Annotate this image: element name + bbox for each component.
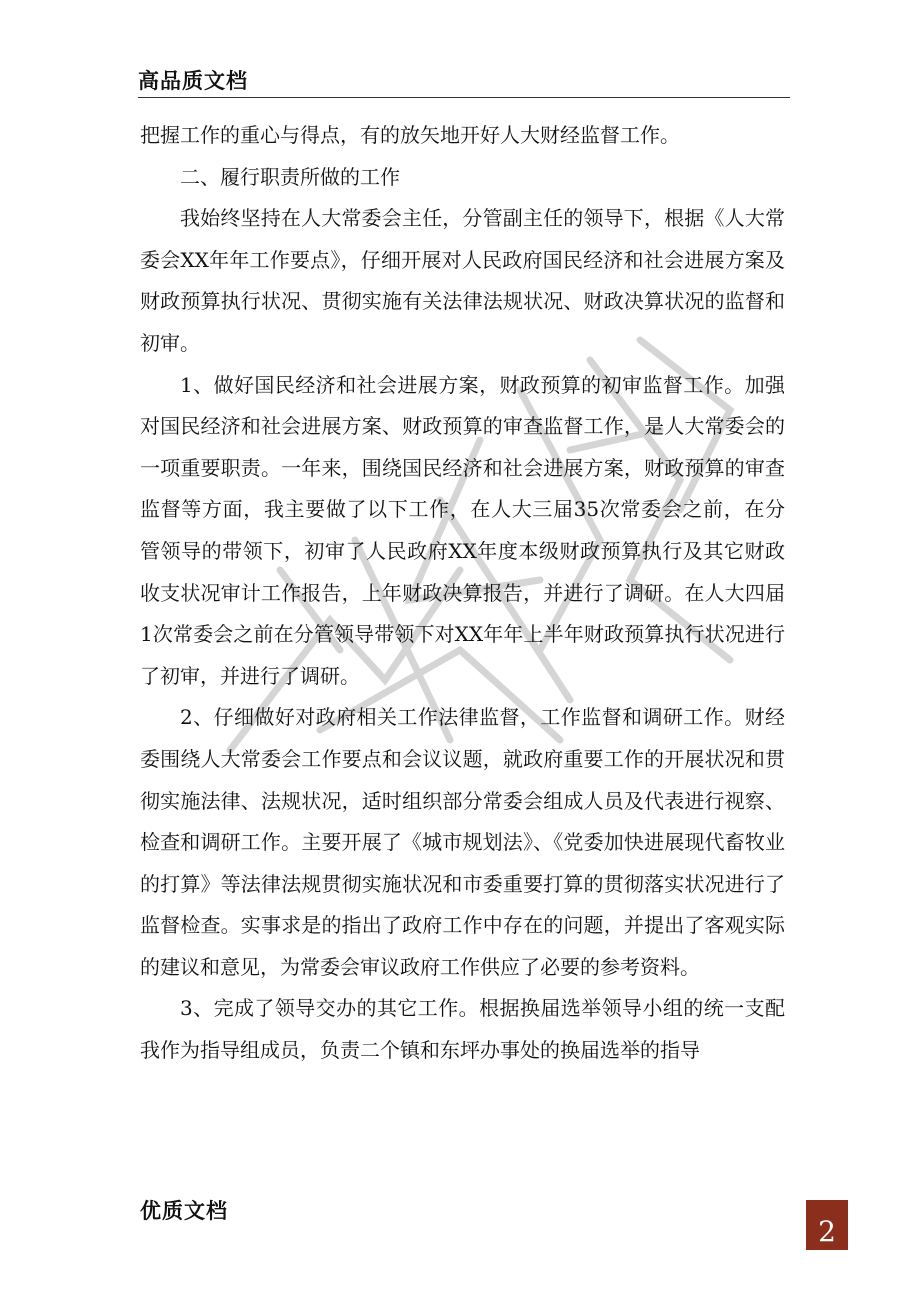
footer-title: 优质文档 bbox=[140, 1198, 228, 1223]
section-heading: 二、履行职责所做的工作 bbox=[180, 164, 400, 189]
body-paragraph: 把握工作的重心与得点，有的放矢地开好人大财经监督工作。 bbox=[140, 123, 680, 147]
body-paragraph: 3、完成了领导交办的其它工作。根据换届选举领导小组的统一支配我作为指导组成员，负责二个镇和东坪办事处的换届选举的指导 bbox=[140, 996, 785, 1063]
page-number: 2 bbox=[818, 1215, 836, 1248]
body-paragraph: 我始终坚持在人大常委会主任，分管副主任的领导下，根据《人大常委会XX年年工作要点》，仔细开展对人民政府国民经济和社会进展方案及财政预算执行状况、贯彻实施有关法律法规状况、财政决算状况的监督和初审。 bbox=[140, 206, 785, 355]
header-title: 高品质文档 bbox=[138, 68, 248, 93]
page-number-badge bbox=[806, 1200, 848, 1250]
header-divider bbox=[138, 97, 790, 98]
body-paragraph: 1、做好国民经济和社会进展方案，财政预算的初审监督工作。加强对国民经济和社会进展方案、财政预算的审查监督工作，是人大常委会的一项重要职责。一年来，围绕国民经济和社会进展方案，财政预算的审查监督等方面，我主要做了以下工作，在人大三届35次常委会之前，在分管领导的带领下，初审了人民政府XX年度本级财政预算执行及其它财政收支状况审计工作报告，上年财政决算报告，并进行了调研。在人大四届1次常委会之前在分管领导带领下对XX年年上半年财政预算执行状况进行了初审，并进行了调研。 bbox=[140, 372, 785, 688]
document-body bbox=[140, 115, 785, 1072]
body-paragraph: 2、仔细做好对政府相关工作法律监督，工作监督和调研工作。财经委围绕人大常委会工作要点和会议议题，就政府重要工作的开展状况和贯彻实施法律、法规状况，适时组织部分常委会组成人员及代表进行视察、检查和调研工作。主要开展了《城市规划法》、《党委加快进展现代畜牧业的打算》等法律法规贯彻实施状况和市委重要打算的贯彻落实状况进行了监督检查。实事求是的指出了政府工作中存在的问题，并提出了客观实际的建议和意见，为常委会审议政府工作供应了必要的参考资料。 bbox=[140, 705, 785, 979]
